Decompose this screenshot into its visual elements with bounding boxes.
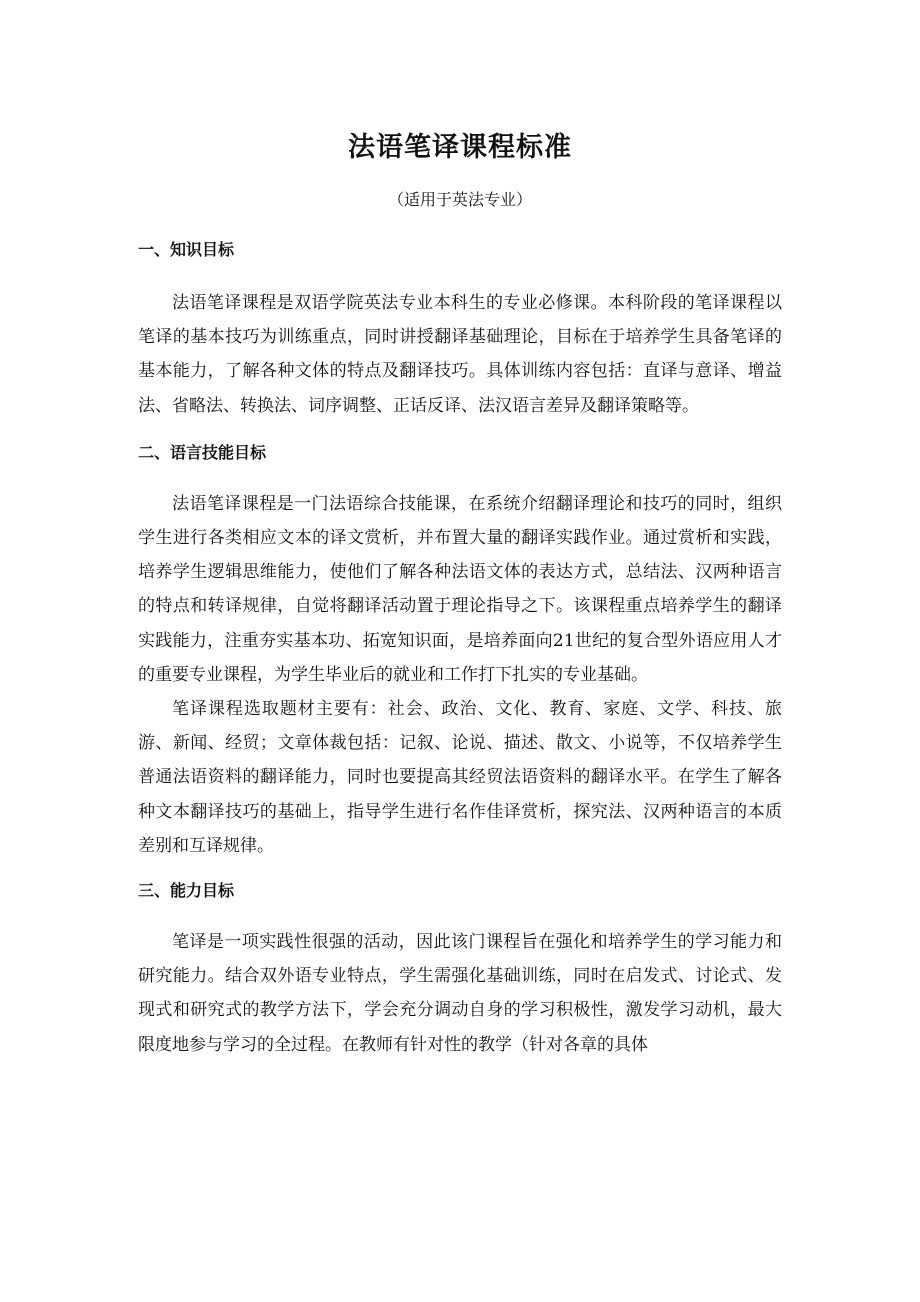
section-heading-knowledge-goals: 一、知识目标 [138, 240, 235, 259]
section-heading-language-skill-goals: 二、语言技能目标 [138, 442, 267, 462]
section-paragraph: 笔译是一项实践性很强的活动，因此该门课程旨在强化和培养学生的学习能力和研究能力。结合双外语专业特点，学生需强化基础训练，同时在启发式、讨论式、发现式和研究式的教学方法下，学会充分调动自身的学习积极性，激发学习动机，最大限度地参与学习的全过程。在教师有针对性的教学（针对各章的具体 [138, 932, 782, 1055]
document-subtitle: （适用于英法专业） [387, 190, 532, 209]
document-body [138, 236, 782, 1062]
section-paragraph: 法语笔译课程是双语学院英法专业本科生的专业必修课。本科阶段的笔译课程以笔译的基本技巧为训练重点，同时讲授翻译基础理论，目标在于培养学生具备笔译的基本能力，了解各种文体的特点及翻译技巧。具体训练内容包括：直译与意译、增益法、省略法、转换法、词序调整、正话反译、法汉语言差异及翻译策略等。 [138, 293, 782, 416]
section-paragraph: 笔译课程选取题材主要有：社会、政治、文化、教育、家庭、文学、科技、旅游、新闻、经贸；文章体裁包括：记叙、论说、描述、散文、小说等，不仅培养学生普通法语资料的翻译能力，同时也要提高其经贸法语资料的翻译水平。在学生了解各种文本翻译技巧的基础上，指导学生进行名作佳译赏析，探究法、汉两种语言的本质差别和互译规律。 [138, 699, 782, 856]
section-paragraph: 法语笔译课程是一门法语综合技能课，在系统介绍翻译理论和技巧的同时，组织学生进行各类相应文本的译文赏析，并布置大量的翻译实践作业。通过赏析和实践，培养学生逻辑思维能力，使他们了解各种法语文体的表达方式，总结法、汉两种语言的特点和转译规律，自觉将翻译活动置于理论指导之下。该课程重点培养学生的翻译实践能力，注重夯实基本功、拓宽知识面，是培养面向21世纪的复合型外语应用人才的重要专业课程，为学生毕业后的就业和工作打下扎实的专业基础。 [138, 493, 782, 685]
document-title: 法语笔译课程标准 [348, 132, 572, 163]
section-heading-ability-goals: 三、能力目标 [138, 881, 235, 901]
